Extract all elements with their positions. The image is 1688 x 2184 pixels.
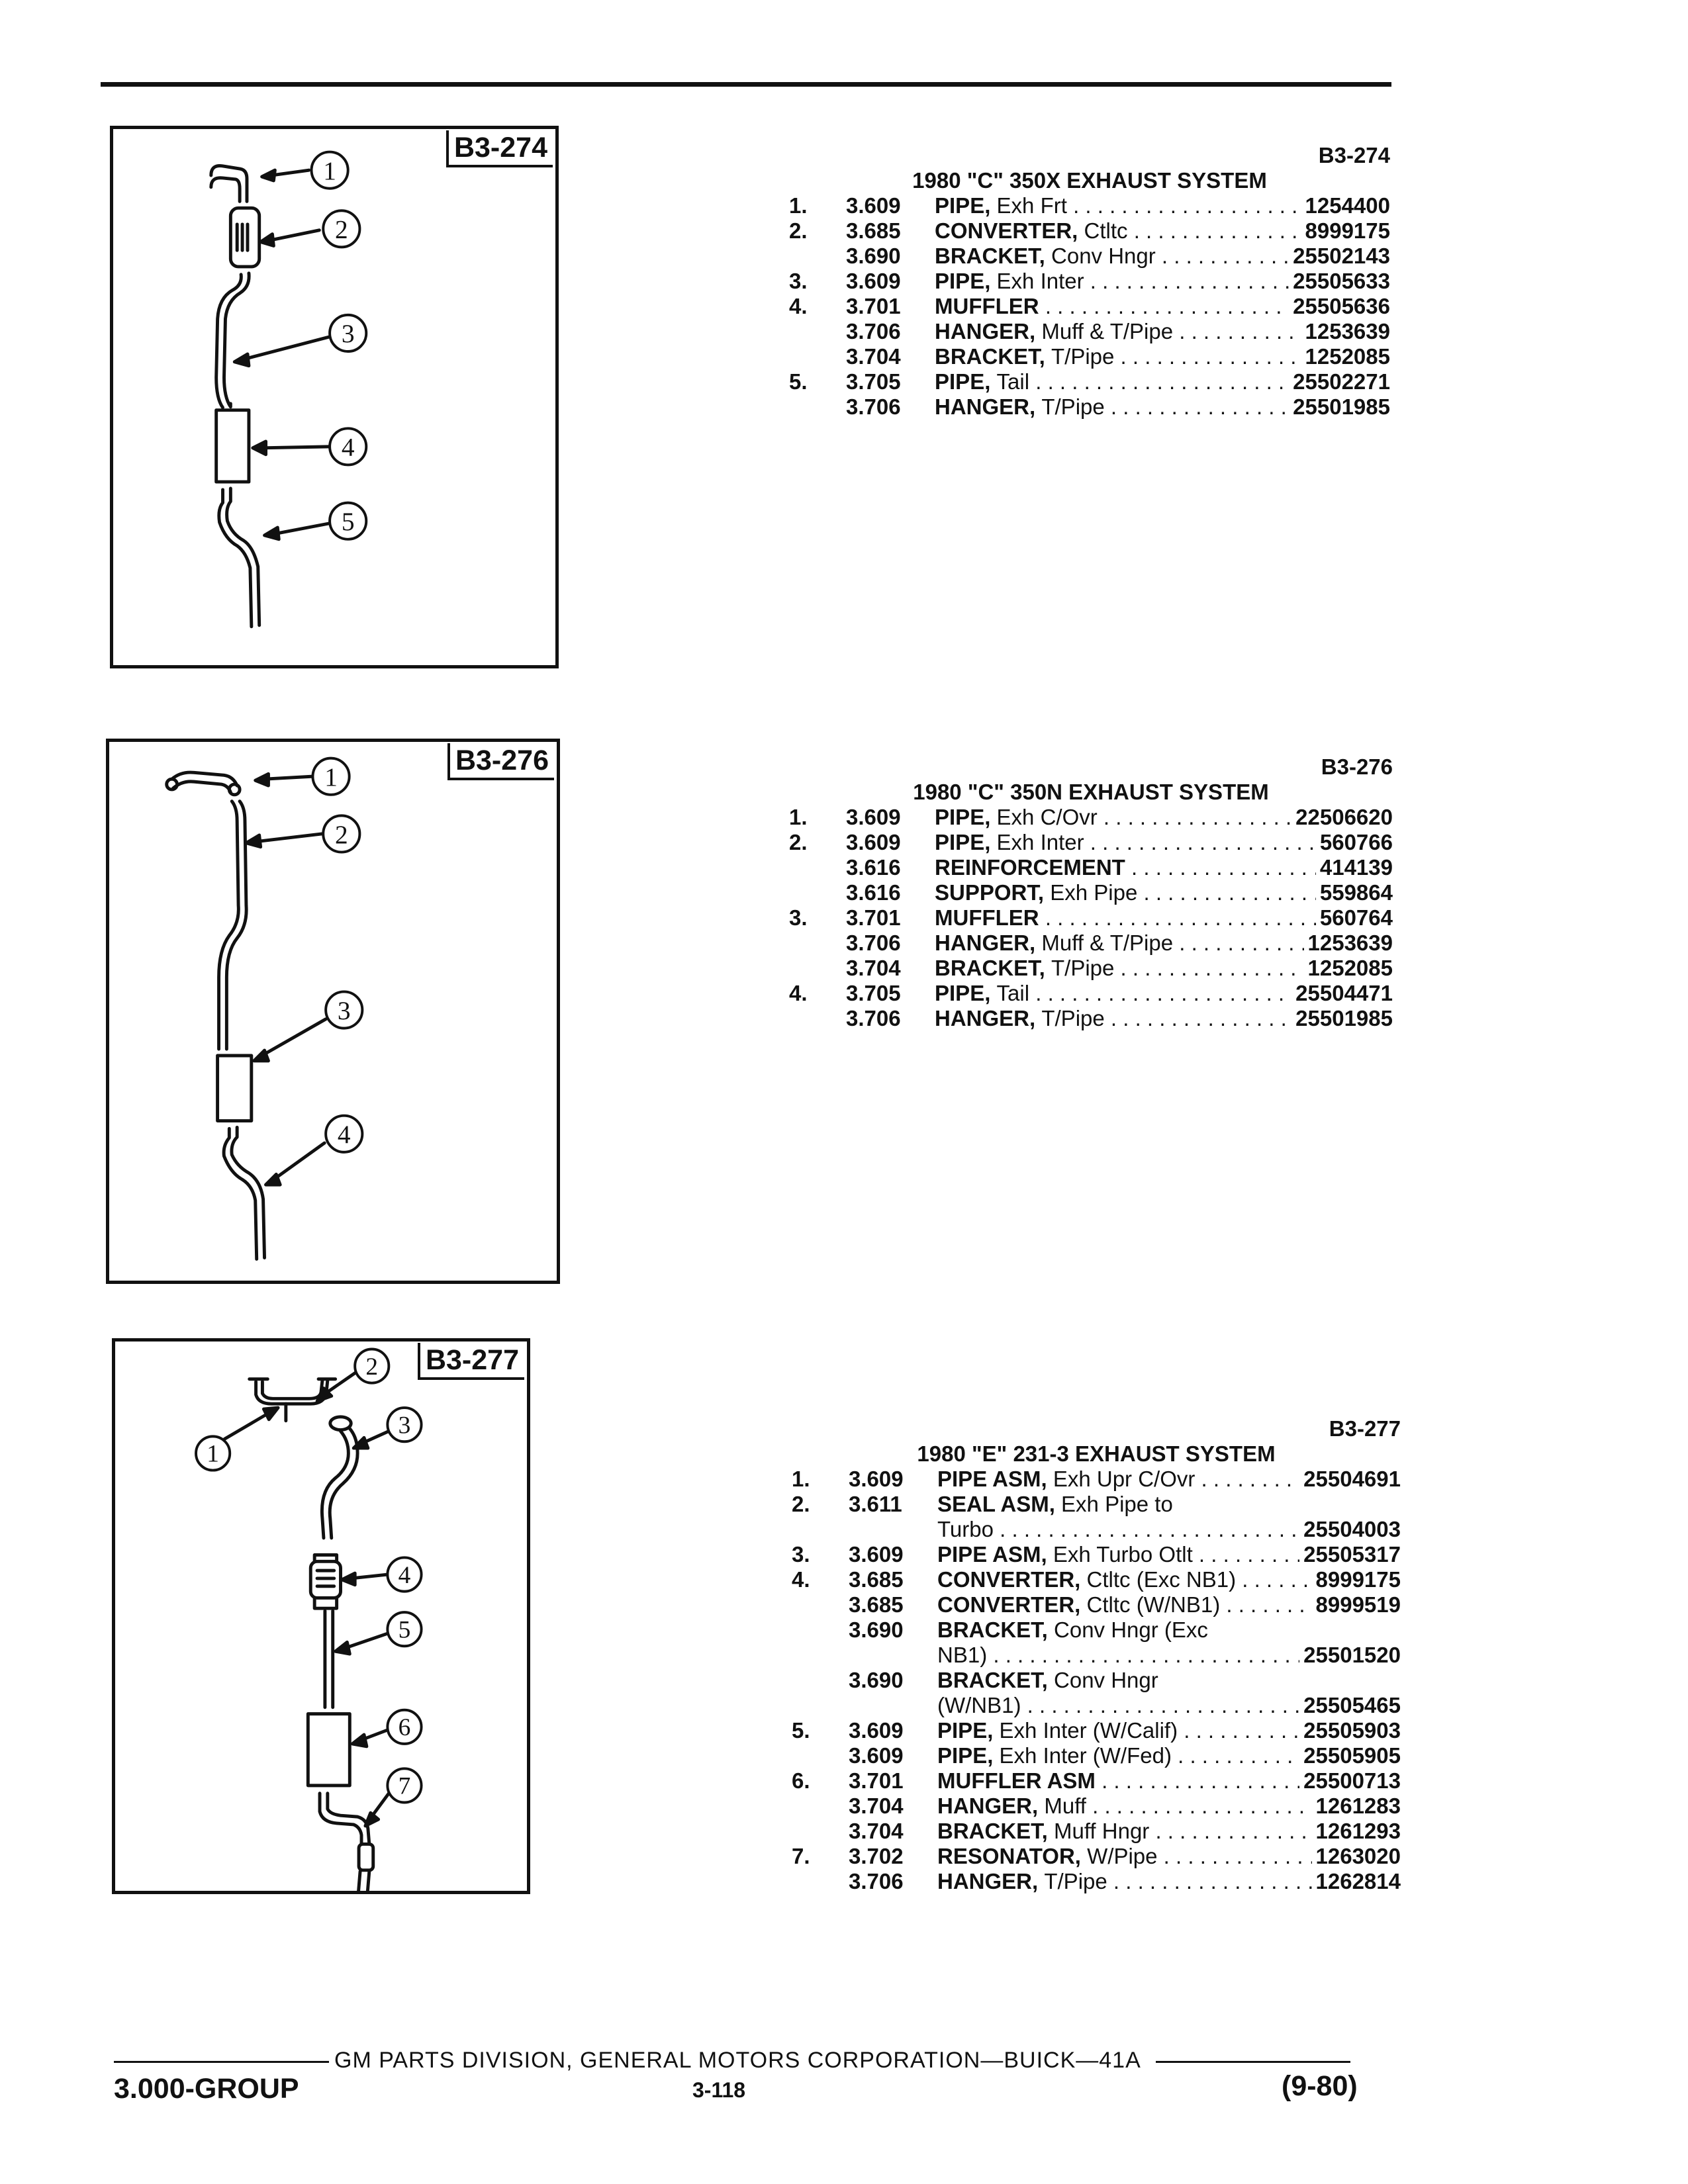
list-item	[789, 805, 1393, 830]
part-number: 1252085	[1301, 344, 1390, 369]
group-code: 3.706	[846, 394, 901, 419]
part-detail: Conv Hngr	[1051, 244, 1156, 268]
callout-label: 2	[334, 214, 348, 244]
part-name: PIPE,	[935, 269, 991, 293]
list-rows	[792, 1467, 1401, 1894]
part-detail: Tail	[996, 369, 1030, 394]
part-name: HANGER,	[935, 931, 1036, 955]
group-code: 3.609	[846, 193, 901, 218]
part-number: 25505465	[1299, 1693, 1401, 1718]
part-number: 25501520	[1299, 1643, 1401, 1668]
group-code: 3.704	[846, 344, 901, 369]
figure-b3-274	[110, 126, 559, 668]
part-name: HANGER,	[937, 1869, 1039, 1893]
part-number: 25501985	[1291, 1006, 1393, 1031]
group-code: 3.616	[846, 880, 901, 905]
item-number: 7.	[792, 1844, 810, 1868]
list-item	[789, 981, 1393, 1006]
part-name: MUFFLER	[935, 294, 1039, 318]
part-name: PIPE,	[937, 1718, 994, 1743]
part-name: PIPE,	[935, 805, 991, 829]
part-detail: (W/NB1)	[937, 1693, 1021, 1717]
callout-label: 3	[341, 319, 355, 349]
part-detail: Exh Inter (W/Fed)	[999, 1743, 1172, 1768]
part-number: 25504691	[1299, 1467, 1401, 1492]
part-name: HANGER,	[935, 319, 1036, 343]
part-number: 1262814	[1312, 1869, 1401, 1894]
part-detail: Ctltc	[1084, 218, 1128, 243]
callout-label: 1	[207, 1440, 219, 1468]
part-name: SEAL ASM,	[937, 1492, 1055, 1516]
part-name: PIPE,	[935, 981, 991, 1005]
part-number: 1253639	[1301, 319, 1390, 344]
part-number: 8999519	[1312, 1592, 1401, 1617]
part-detail: Exh Pipe	[1050, 880, 1138, 905]
part-detail: T/Pipe	[1041, 1006, 1105, 1030]
part-name: HANGER,	[935, 394, 1036, 419]
part-number: 560764	[1316, 905, 1393, 931]
list-item	[792, 1869, 1401, 1894]
item-number: 5.	[792, 1718, 810, 1743]
callout-label: 5	[341, 506, 355, 536]
group-code: 3.609	[846, 269, 901, 293]
page-number: 3-118	[692, 2078, 746, 2102]
item-number: 6.	[792, 1768, 810, 1793]
part-detail: Conv Hngr	[1054, 1668, 1158, 1692]
footer-rule-left	[114, 2061, 329, 2063]
callout-label: 3	[337, 995, 351, 1025]
part-number: 25505633	[1289, 269, 1390, 294]
part-detail: Conv Hngr (Exc	[1054, 1617, 1208, 1642]
item-number: 1.	[789, 193, 808, 218]
part-description	[937, 1668, 1401, 1693]
part-number: 25502271	[1289, 369, 1390, 394]
group-code: 3.701	[846, 905, 901, 930]
list-item	[792, 1844, 1401, 1869]
part-number: 8999175	[1301, 218, 1390, 244]
list-item	[792, 1819, 1401, 1844]
part-detail: Ctltc (W/NB1)	[1086, 1592, 1221, 1617]
part-name: BRACKET,	[937, 1668, 1048, 1692]
footer-group: 3.000-GROUP	[114, 2073, 299, 2105]
list-item	[789, 269, 1390, 294]
part-number: 25501985	[1289, 394, 1390, 420]
part-number: 25505317	[1299, 1542, 1401, 1567]
part-name: CONVERTER,	[937, 1592, 1081, 1617]
group-code: 3.690	[849, 1617, 904, 1642]
part-number: 25504003	[1299, 1517, 1401, 1542]
part-name: PIPE,	[935, 369, 991, 394]
list-item	[789, 880, 1393, 905]
part-detail: Tail	[996, 981, 1030, 1005]
list-ref: B3-277	[1329, 1416, 1401, 1441]
list-item	[792, 1743, 1401, 1768]
list-item	[789, 294, 1390, 319]
figure-tag: B3-277	[418, 1343, 524, 1380]
group-code: 3.706	[846, 1006, 901, 1030]
part-number: 25505636	[1289, 294, 1390, 319]
list-title: 1980 "C" 350N EXHAUST SYSTEM	[913, 780, 1269, 804]
part-name: REINFORCEMENT	[935, 855, 1125, 880]
list-item	[789, 244, 1390, 269]
part-number: 1254400	[1301, 193, 1390, 218]
parts-list-b3-274	[789, 143, 1390, 420]
part-number: 25500713	[1299, 1768, 1401, 1794]
group-code: 3.701	[846, 294, 901, 318]
item-number: 5.	[789, 369, 808, 394]
part-name: HANGER,	[935, 1006, 1036, 1030]
part-detail: T/Pipe	[1051, 956, 1115, 980]
part-detail: Exh Inter	[996, 269, 1084, 293]
group-code: 3.609	[846, 805, 901, 829]
exhaust-diagram-b3-274	[113, 129, 555, 665]
list-item	[789, 905, 1393, 931]
group-code: 3.609	[849, 1718, 904, 1743]
part-detail: Exh Upr C/Ovr	[1053, 1467, 1196, 1491]
figure-tag: B3-274	[446, 130, 553, 167]
exhaust-diagram-b3-277	[115, 1342, 527, 1891]
list-item	[789, 344, 1390, 369]
callout-label: 2	[365, 1353, 379, 1381]
part-number: 559864	[1316, 880, 1393, 905]
part-detail: Exh Inter	[996, 830, 1084, 854]
list-item	[789, 218, 1390, 244]
item-number: 2.	[789, 218, 808, 243]
list-item	[789, 369, 1390, 394]
callout-label: 7	[398, 1772, 411, 1800]
part-name: BRACKET,	[935, 344, 1045, 369]
list-item	[792, 1718, 1401, 1743]
list-item	[792, 1542, 1401, 1567]
part-detail: Muff & T/Pipe	[1041, 931, 1174, 955]
part-name: CONVERTER,	[935, 218, 1078, 243]
list-item	[789, 1006, 1393, 1031]
group-code: 3.701	[849, 1768, 904, 1793]
item-number: 1.	[789, 805, 808, 829]
list-rows	[789, 805, 1393, 1031]
list-item	[792, 1492, 1401, 1517]
list-rows	[789, 193, 1390, 420]
callout-label: 5	[398, 1616, 411, 1644]
group-code: 3.685	[849, 1567, 904, 1592]
item-number: 4.	[792, 1567, 810, 1592]
footer-rule-right	[1156, 2061, 1350, 2063]
callout-label: 6	[398, 1714, 411, 1742]
part-number: 1261283	[1312, 1794, 1401, 1819]
group-code: 3.690	[849, 1668, 904, 1692]
callout-label: 2	[334, 819, 348, 849]
part-number: 25504471	[1291, 981, 1393, 1006]
part-detail: Ctltc (Exc NB1)	[1086, 1567, 1237, 1592]
list-item	[789, 193, 1390, 218]
part-name: RESONATOR,	[937, 1844, 1081, 1868]
group-code: 3.685	[849, 1592, 904, 1617]
callout-label: 3	[398, 1412, 411, 1439]
figure-b3-276	[106, 739, 560, 1284]
part-detail: W/Pipe	[1087, 1844, 1158, 1868]
group-code: 3.690	[846, 244, 901, 268]
part-name: PIPE ASM,	[937, 1542, 1047, 1567]
list-item	[789, 319, 1390, 344]
part-detail: Exh Inter (W/Calif)	[999, 1718, 1178, 1743]
callout-label: 1	[323, 156, 336, 185]
part-name: MUFFLER ASM	[937, 1768, 1096, 1793]
part-name: BRACKET,	[937, 1819, 1048, 1843]
footer-date: (9-80)	[1282, 2070, 1358, 2102]
group-code: 3.609	[849, 1743, 904, 1768]
part-name: PIPE,	[935, 830, 991, 854]
part-number: 1253639	[1304, 931, 1393, 956]
part-name: CONVERTER,	[937, 1567, 1081, 1592]
figure-b3-277	[112, 1338, 530, 1894]
item-number: 3.	[789, 905, 808, 930]
group-code: 3.704	[849, 1819, 904, 1843]
part-number: 1252085	[1304, 956, 1393, 981]
part-number: 560766	[1316, 830, 1393, 855]
item-number: 2.	[792, 1492, 810, 1516]
part-name: PIPE,	[935, 193, 991, 218]
part-name: BRACKET,	[935, 956, 1045, 980]
part-detail: Turbo	[937, 1517, 994, 1541]
parts-list-b3-277	[792, 1416, 1401, 1894]
group-code: 3.704	[846, 956, 901, 980]
list-item	[792, 1567, 1401, 1592]
part-detail: Exh C/Ovr	[996, 805, 1098, 829]
group-code: 3.704	[849, 1794, 904, 1818]
part-detail: T/Pipe	[1041, 394, 1105, 419]
group-code: 3.609	[849, 1542, 904, 1567]
list-item	[789, 394, 1390, 420]
part-detail: T/Pipe	[1044, 1869, 1107, 1893]
item-number: 3.	[792, 1542, 810, 1567]
part-detail: Exh Turbo Otlt	[1053, 1542, 1193, 1567]
part-number: 22506620	[1291, 805, 1393, 830]
part-number: 25505903	[1299, 1718, 1401, 1743]
list-title: 1980 "C" 350X EXHAUST SYSTEM	[912, 168, 1267, 193]
list-ref: B3-274	[1318, 143, 1390, 167]
list-item	[792, 1517, 1401, 1542]
part-number: 1261293	[1312, 1819, 1401, 1844]
group-code: 3.609	[846, 830, 901, 854]
group-code: 3.706	[849, 1869, 904, 1893]
part-detail: Muff	[1044, 1794, 1086, 1818]
group-code: 3.702	[849, 1844, 904, 1868]
list-item	[789, 855, 1393, 880]
group-code: 3.609	[849, 1467, 904, 1491]
item-number: 2.	[789, 830, 808, 854]
part-name: MUFFLER	[935, 905, 1039, 930]
part-name: HANGER,	[937, 1794, 1039, 1818]
part-number: 8999175	[1312, 1567, 1401, 1592]
part-detail: Muff Hngr	[1054, 1819, 1150, 1843]
part-description	[937, 1617, 1401, 1643]
callout-label: 1	[324, 762, 338, 792]
group-code: 3.706	[846, 931, 901, 955]
part-number: 1263020	[1312, 1844, 1401, 1869]
list-item	[792, 1794, 1401, 1819]
list-item	[792, 1768, 1401, 1794]
callout-label: 4	[341, 432, 355, 462]
part-number: 414139	[1316, 855, 1393, 880]
list-item	[789, 956, 1393, 981]
callout-label: 4	[337, 1120, 351, 1150]
exhaust-diagram-b3-276	[109, 742, 557, 1281]
list-item	[789, 830, 1393, 855]
item-number: 4.	[789, 294, 808, 318]
list-title: 1980 "E" 231-3 EXHAUST SYSTEM	[917, 1441, 1276, 1466]
part-name: BRACKET,	[935, 244, 1045, 268]
part-number: 25505905	[1299, 1743, 1401, 1768]
part-name: BRACKET,	[937, 1617, 1048, 1642]
part-detail: NB1)	[937, 1643, 988, 1667]
list-item	[792, 1592, 1401, 1617]
footer-publisher: GM PARTS DIVISION, GENERAL MOTORS CORPORATION—BUICK—41A	[334, 2048, 1141, 2073]
group-code: 3.706	[846, 319, 901, 343]
list-item	[792, 1643, 1401, 1668]
part-name: PIPE,	[937, 1743, 994, 1768]
part-detail: T/Pipe	[1051, 344, 1115, 369]
part-detail: Muff & T/Pipe	[1041, 319, 1174, 343]
list-item	[792, 1467, 1401, 1492]
part-detail: Exh Pipe to	[1061, 1492, 1173, 1516]
part-number: 25502143	[1289, 244, 1390, 269]
group-code: 3.611	[849, 1492, 902, 1516]
list-item	[792, 1693, 1401, 1718]
list-item	[792, 1617, 1401, 1643]
group-code: 3.705	[846, 981, 901, 1005]
group-code: 3.685	[846, 218, 901, 243]
part-name: PIPE ASM,	[937, 1467, 1047, 1491]
list-ref: B3-276	[1321, 754, 1393, 779]
item-number: 1.	[792, 1467, 810, 1491]
group-code: 3.616	[846, 855, 901, 880]
group-code: 3.705	[846, 369, 901, 394]
parts-list-b3-276	[789, 754, 1393, 1031]
top-rule	[101, 82, 1391, 87]
part-description	[937, 1492, 1401, 1517]
part-name: SUPPORT,	[935, 880, 1045, 905]
callout-label: 4	[398, 1561, 411, 1589]
figure-tag: B3-276	[447, 743, 554, 780]
list-item	[789, 931, 1393, 956]
item-number: 3.	[789, 269, 808, 293]
item-number: 4.	[789, 981, 808, 1005]
list-item	[792, 1668, 1401, 1693]
part-detail: Exh Frt	[996, 193, 1067, 218]
